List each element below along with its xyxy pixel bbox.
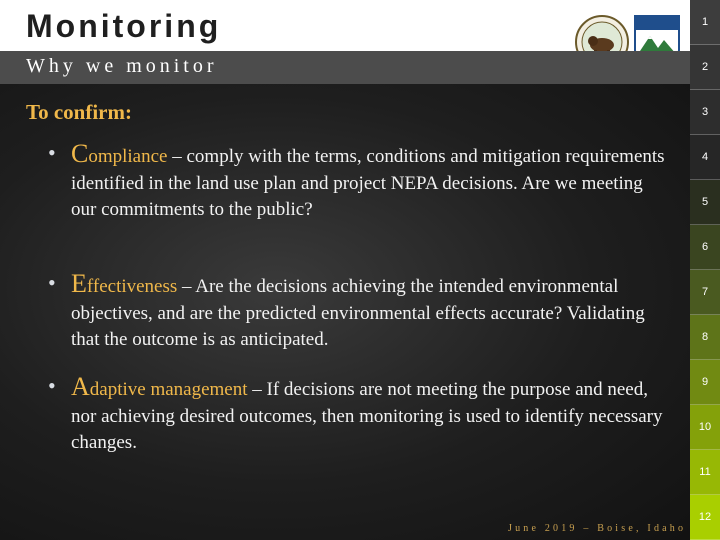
- compliance-initial: C: [71, 139, 89, 168]
- slide-number-11[interactable]: 11: [690, 450, 720, 495]
- slide-number-4[interactable]: 4: [690, 135, 720, 180]
- bullet-icon: •: [48, 270, 56, 295]
- effectiveness-initial: E: [71, 269, 87, 298]
- footer-date-location: June 2019 – Boise, Idaho: [508, 523, 687, 534]
- slide-title: Monitoring: [26, 8, 222, 44]
- bullet-effectiveness: [71, 271, 671, 354]
- compliance-term: ompliance: [88, 146, 168, 167]
- slide-number-2[interactable]: 2: [690, 45, 720, 90]
- section-heading: To confirm:: [26, 100, 132, 124]
- subtitle-band: [0, 51, 690, 84]
- bullet-icon: •: [48, 373, 56, 398]
- slide-number-1[interactable]: 1: [690, 0, 720, 45]
- slide-number-9[interactable]: 9: [690, 360, 720, 405]
- adaptive-term: daptive management: [89, 379, 248, 400]
- slide-number-8[interactable]: 8: [690, 315, 720, 360]
- compliance-text: – comply with the terms, conditions and mitigation requirements identified in the land use plan and project NEPA decisions. Are we meeting our commitments to the public?: [71, 146, 665, 220]
- effectiveness-term: ffectiveness: [86, 276, 178, 297]
- slide-number-sidebar: [690, 0, 720, 540]
- bullet-adaptive-management: [71, 374, 671, 457]
- effectiveness-text: – Are the decisions achieving the intended environmental objectives, and are the predicted environmental effects accurate? Validating that the outcome is as anticipated.: [71, 276, 645, 350]
- slide-number-3[interactable]: 3: [690, 90, 720, 135]
- slide-number-10[interactable]: 10: [690, 405, 720, 450]
- adaptive-initial: A: [71, 372, 90, 401]
- slide-number-6[interactable]: 6: [690, 225, 720, 270]
- slide-number-7[interactable]: 7: [690, 270, 720, 315]
- slide-number-12[interactable]: 12: [690, 495, 720, 540]
- bullet-compliance: [71, 141, 671, 224]
- adaptive-text: – If decisions are not meeting the purpose and need, nor achieving desired outcomes, then monitoring is used to identify necessary changes.: [71, 379, 663, 453]
- header-band: [0, 0, 690, 84]
- bullet-icon: •: [48, 140, 56, 165]
- slide-number-5[interactable]: 5: [690, 180, 720, 225]
- slide-subtitle: Why we monitor: [26, 55, 218, 77]
